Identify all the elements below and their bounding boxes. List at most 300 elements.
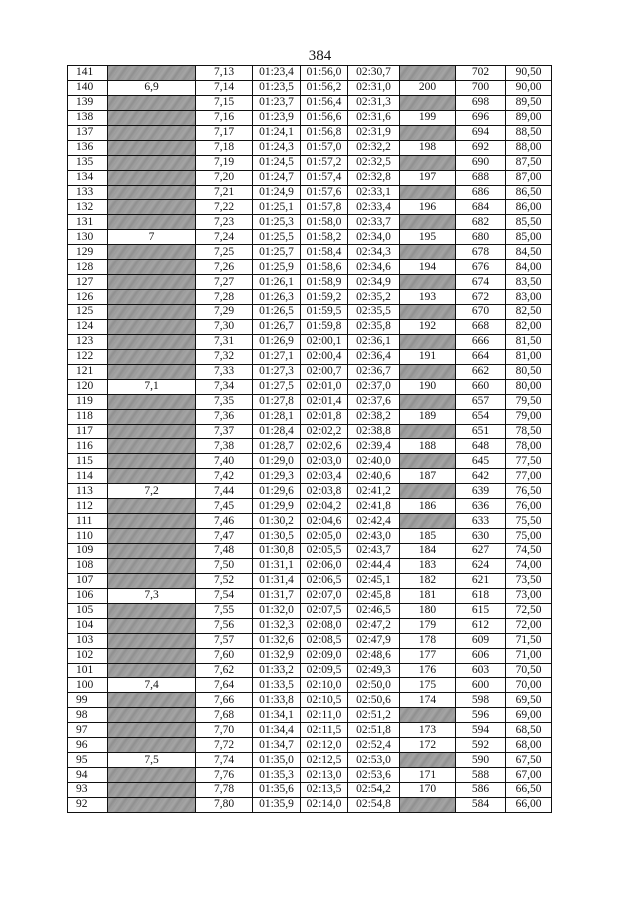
table-row bbox=[68, 125, 552, 140]
table-row bbox=[68, 768, 552, 783]
count-cell bbox=[400, 275, 456, 290]
score-cell: 627 bbox=[456, 544, 506, 559]
grade-cell: 74,00 bbox=[506, 558, 552, 573]
table-row bbox=[68, 708, 552, 723]
score-cell: 670 bbox=[456, 305, 506, 320]
score-cell: 688 bbox=[456, 170, 506, 185]
table-row bbox=[68, 80, 552, 95]
points-cell: 99 bbox=[68, 693, 108, 708]
run-100m-cell bbox=[108, 215, 196, 230]
time-d-cell: 02:38,8 bbox=[348, 424, 400, 439]
points-cell: 116 bbox=[68, 439, 108, 454]
time-b-cell: 01:30,8 bbox=[253, 544, 301, 559]
points-cell: 96 bbox=[68, 738, 108, 753]
score-cell: 696 bbox=[456, 110, 506, 125]
points-cell: 118 bbox=[68, 409, 108, 424]
time-a-cell: 7,47 bbox=[196, 529, 253, 544]
table-row bbox=[68, 66, 552, 81]
points-cell: 113 bbox=[68, 484, 108, 499]
score-cell: 676 bbox=[456, 260, 506, 275]
points-cell: 103 bbox=[68, 633, 108, 648]
count-cell: 177 bbox=[400, 648, 456, 663]
time-c-cell: 02:07,0 bbox=[301, 588, 348, 603]
time-b-cell: 01:24,9 bbox=[253, 185, 301, 200]
grade-cell: 88,00 bbox=[506, 140, 552, 155]
time-d-cell: 02:49,3 bbox=[348, 663, 400, 678]
grade-cell: 79,50 bbox=[506, 394, 552, 409]
grade-cell: 70,00 bbox=[506, 678, 552, 693]
time-d-cell: 02:36,4 bbox=[348, 349, 400, 364]
table-row bbox=[68, 275, 552, 290]
time-b-cell: 01:33,2 bbox=[253, 663, 301, 678]
points-cell: 110 bbox=[68, 529, 108, 544]
count-cell: 174 bbox=[400, 693, 456, 708]
score-cell: 657 bbox=[456, 394, 506, 409]
grade-cell: 74,50 bbox=[506, 544, 552, 559]
time-d-cell: 02:40,0 bbox=[348, 454, 400, 469]
run-100m-cell bbox=[108, 125, 196, 140]
points-cell: 100 bbox=[68, 678, 108, 693]
points-cell: 119 bbox=[68, 394, 108, 409]
run-100m-cell bbox=[108, 454, 196, 469]
time-d-cell: 02:47,9 bbox=[348, 633, 400, 648]
run-100m-cell: 7,3 bbox=[108, 588, 196, 603]
grade-cell: 78,00 bbox=[506, 439, 552, 454]
count-cell bbox=[400, 753, 456, 768]
table-row bbox=[68, 230, 552, 245]
score-cell: 678 bbox=[456, 245, 506, 260]
time-c-cell: 02:10,0 bbox=[301, 678, 348, 693]
time-b-cell: 01:25,5 bbox=[253, 230, 301, 245]
table-row bbox=[68, 618, 552, 633]
run-100m-cell bbox=[108, 633, 196, 648]
time-a-cell: 7,74 bbox=[196, 753, 253, 768]
time-b-cell: 01:28,7 bbox=[253, 439, 301, 454]
table-row bbox=[68, 797, 552, 812]
time-b-cell: 01:35,6 bbox=[253, 783, 301, 798]
time-a-cell: 7,21 bbox=[196, 185, 253, 200]
table-row bbox=[68, 573, 552, 588]
time-a-cell: 7,57 bbox=[196, 633, 253, 648]
time-b-cell: 01:32,9 bbox=[253, 648, 301, 663]
time-b-cell: 01:32,3 bbox=[253, 618, 301, 633]
points-cell: 131 bbox=[68, 215, 108, 230]
time-b-cell: 01:34,4 bbox=[253, 723, 301, 738]
count-cell: 181 bbox=[400, 588, 456, 603]
points-cell: 112 bbox=[68, 499, 108, 514]
run-100m-cell bbox=[108, 155, 196, 170]
grade-cell: 69,00 bbox=[506, 708, 552, 723]
grade-cell: 83,50 bbox=[506, 275, 552, 290]
run-100m-cell bbox=[108, 185, 196, 200]
time-a-cell: 7,20 bbox=[196, 170, 253, 185]
points-cell: 133 bbox=[68, 185, 108, 200]
points-cell: 94 bbox=[68, 768, 108, 783]
time-d-cell: 02:32,5 bbox=[348, 155, 400, 170]
run-100m-cell bbox=[108, 66, 196, 81]
time-c-cell: 02:11,0 bbox=[301, 708, 348, 723]
time-a-cell: 7,80 bbox=[196, 797, 253, 812]
time-b-cell: 01:31,4 bbox=[253, 573, 301, 588]
time-b-cell: 01:32,0 bbox=[253, 603, 301, 618]
time-d-cell: 02:45,1 bbox=[348, 573, 400, 588]
points-cell: 135 bbox=[68, 155, 108, 170]
count-cell: 179 bbox=[400, 618, 456, 633]
count-cell bbox=[400, 484, 456, 499]
time-b-cell: 01:29,0 bbox=[253, 454, 301, 469]
grade-cell: 80,50 bbox=[506, 364, 552, 379]
points-cell: 101 bbox=[68, 663, 108, 678]
time-d-cell: 02:41,2 bbox=[348, 484, 400, 499]
time-a-cell: 7,19 bbox=[196, 155, 253, 170]
time-d-cell: 02:53,6 bbox=[348, 768, 400, 783]
score-cell: 633 bbox=[456, 514, 506, 529]
score-cell: 603 bbox=[456, 663, 506, 678]
count-cell bbox=[400, 424, 456, 439]
time-c-cell: 01:57,4 bbox=[301, 170, 348, 185]
points-cell: 134 bbox=[68, 170, 108, 185]
score-cell: 694 bbox=[456, 125, 506, 140]
table-row bbox=[68, 245, 552, 260]
time-a-cell: 7,18 bbox=[196, 140, 253, 155]
run-100m-cell bbox=[108, 305, 196, 320]
run-100m-cell bbox=[108, 260, 196, 275]
table-row bbox=[68, 529, 552, 544]
time-b-cell: 01:35,0 bbox=[253, 753, 301, 768]
table-row bbox=[68, 693, 552, 708]
run-100m-cell bbox=[108, 319, 196, 334]
time-b-cell: 01:23,4 bbox=[253, 66, 301, 81]
time-b-cell: 01:29,9 bbox=[253, 499, 301, 514]
score-cell: 702 bbox=[456, 66, 506, 81]
grade-cell: 90,50 bbox=[506, 66, 552, 81]
time-a-cell: 7,46 bbox=[196, 514, 253, 529]
grade-cell: 87,50 bbox=[506, 155, 552, 170]
run-100m-cell bbox=[108, 409, 196, 424]
points-cell: 105 bbox=[68, 603, 108, 618]
time-c-cell: 02:02,6 bbox=[301, 439, 348, 454]
count-cell: 171 bbox=[400, 768, 456, 783]
time-b-cell: 01:30,2 bbox=[253, 514, 301, 529]
count-cell: 186 bbox=[400, 499, 456, 514]
time-d-cell: 02:53,0 bbox=[348, 753, 400, 768]
run-100m-cell bbox=[108, 544, 196, 559]
time-c-cell: 01:56,6 bbox=[301, 110, 348, 125]
table-row bbox=[68, 558, 552, 573]
time-a-cell: 7,72 bbox=[196, 738, 253, 753]
time-a-cell: 7,36 bbox=[196, 409, 253, 424]
count-cell: 185 bbox=[400, 529, 456, 544]
table-row bbox=[68, 678, 552, 693]
run-100m-cell bbox=[108, 723, 196, 738]
time-c-cell: 01:57,0 bbox=[301, 140, 348, 155]
table-row bbox=[68, 454, 552, 469]
count-cell: 180 bbox=[400, 603, 456, 618]
score-cell: 592 bbox=[456, 738, 506, 753]
time-a-cell: 7,27 bbox=[196, 275, 253, 290]
score-cell: 588 bbox=[456, 768, 506, 783]
time-a-cell: 7,37 bbox=[196, 424, 253, 439]
count-cell: 183 bbox=[400, 558, 456, 573]
time-a-cell: 7,54 bbox=[196, 588, 253, 603]
time-b-cell: 01:27,3 bbox=[253, 364, 301, 379]
score-cell: 609 bbox=[456, 633, 506, 648]
table-row bbox=[68, 364, 552, 379]
points-cell: 137 bbox=[68, 125, 108, 140]
time-c-cell: 01:58,2 bbox=[301, 230, 348, 245]
count-cell bbox=[400, 514, 456, 529]
run-100m-cell bbox=[108, 334, 196, 349]
grade-cell: 86,50 bbox=[506, 185, 552, 200]
points-cell: 108 bbox=[68, 558, 108, 573]
grade-cell: 77,00 bbox=[506, 469, 552, 484]
run-100m-cell bbox=[108, 783, 196, 798]
score-cell: 630 bbox=[456, 529, 506, 544]
run-100m-cell bbox=[108, 170, 196, 185]
count-cell bbox=[400, 155, 456, 170]
time-c-cell: 02:09,5 bbox=[301, 663, 348, 678]
count-cell bbox=[400, 708, 456, 723]
time-d-cell: 02:44,4 bbox=[348, 558, 400, 573]
count-cell bbox=[400, 797, 456, 812]
grade-cell: 76,00 bbox=[506, 499, 552, 514]
time-d-cell: 02:33,7 bbox=[348, 215, 400, 230]
time-a-cell: 7,30 bbox=[196, 319, 253, 334]
time-b-cell: 01:25,3 bbox=[253, 215, 301, 230]
score-cell: 621 bbox=[456, 573, 506, 588]
run-100m-cell bbox=[108, 768, 196, 783]
run-100m-cell: 7,5 bbox=[108, 753, 196, 768]
grade-cell: 79,00 bbox=[506, 409, 552, 424]
time-c-cell: 02:13,5 bbox=[301, 783, 348, 798]
count-cell: 176 bbox=[400, 663, 456, 678]
time-a-cell: 7,78 bbox=[196, 783, 253, 798]
run-100m-cell bbox=[108, 245, 196, 260]
time-a-cell: 7,70 bbox=[196, 723, 253, 738]
points-cell: 128 bbox=[68, 260, 108, 275]
points-cell: 92 bbox=[68, 797, 108, 812]
time-c-cell: 02:07,5 bbox=[301, 603, 348, 618]
grade-cell: 69,50 bbox=[506, 693, 552, 708]
time-d-cell: 02:37,6 bbox=[348, 394, 400, 409]
count-cell: 192 bbox=[400, 319, 456, 334]
time-d-cell: 02:34,9 bbox=[348, 275, 400, 290]
time-c-cell: 02:01,4 bbox=[301, 394, 348, 409]
points-cell: 127 bbox=[68, 275, 108, 290]
points-cell: 122 bbox=[68, 349, 108, 364]
score-cell: 654 bbox=[456, 409, 506, 424]
count-cell: 170 bbox=[400, 783, 456, 798]
grade-cell: 86,00 bbox=[506, 200, 552, 215]
time-a-cell: 7,64 bbox=[196, 678, 253, 693]
count-cell: 188 bbox=[400, 439, 456, 454]
points-cell: 106 bbox=[68, 588, 108, 603]
grade-cell: 73,50 bbox=[506, 573, 552, 588]
grade-cell: 77,50 bbox=[506, 454, 552, 469]
score-cell: 684 bbox=[456, 200, 506, 215]
count-cell bbox=[400, 305, 456, 320]
table-row bbox=[68, 110, 552, 125]
time-c-cell: 01:57,6 bbox=[301, 185, 348, 200]
time-d-cell: 02:31,9 bbox=[348, 125, 400, 140]
time-a-cell: 7,24 bbox=[196, 230, 253, 245]
points-cell: 130 bbox=[68, 230, 108, 245]
run-100m-cell bbox=[108, 140, 196, 155]
grade-cell: 71,50 bbox=[506, 633, 552, 648]
time-c-cell: 02:02,2 bbox=[301, 424, 348, 439]
grade-cell: 90,00 bbox=[506, 80, 552, 95]
table-row bbox=[68, 305, 552, 320]
table-row bbox=[68, 663, 552, 678]
score-cell: 682 bbox=[456, 215, 506, 230]
time-b-cell: 01:27,5 bbox=[253, 379, 301, 394]
run-100m-cell bbox=[108, 349, 196, 364]
time-d-cell: 02:45,8 bbox=[348, 588, 400, 603]
run-100m-cell bbox=[108, 499, 196, 514]
run-100m-cell bbox=[108, 618, 196, 633]
run-100m-cell: 7,4 bbox=[108, 678, 196, 693]
grade-cell: 75,00 bbox=[506, 529, 552, 544]
time-c-cell: 02:12,5 bbox=[301, 753, 348, 768]
score-cell: 645 bbox=[456, 454, 506, 469]
time-c-cell: 01:56,8 bbox=[301, 125, 348, 140]
time-d-cell: 02:50,6 bbox=[348, 693, 400, 708]
score-cell: 606 bbox=[456, 648, 506, 663]
count-cell: 196 bbox=[400, 200, 456, 215]
time-d-cell: 02:34,3 bbox=[348, 245, 400, 260]
score-cell: 668 bbox=[456, 319, 506, 334]
points-cell: 123 bbox=[68, 334, 108, 349]
run-100m-cell bbox=[108, 738, 196, 753]
points-cell: 126 bbox=[68, 290, 108, 305]
grade-cell: 73,00 bbox=[506, 588, 552, 603]
time-b-cell: 01:23,9 bbox=[253, 110, 301, 125]
time-c-cell: 01:56,0 bbox=[301, 66, 348, 81]
points-cell: 109 bbox=[68, 544, 108, 559]
grade-cell: 81,00 bbox=[506, 349, 552, 364]
time-d-cell: 02:31,3 bbox=[348, 95, 400, 110]
time-c-cell: 02:11,5 bbox=[301, 723, 348, 738]
run-100m-cell bbox=[108, 708, 196, 723]
table-row bbox=[68, 514, 552, 529]
score-cell: 624 bbox=[456, 558, 506, 573]
grade-cell: 72,50 bbox=[506, 603, 552, 618]
time-d-cell: 02:47,2 bbox=[348, 618, 400, 633]
time-a-cell: 7,29 bbox=[196, 305, 253, 320]
run-100m-cell bbox=[108, 573, 196, 588]
time-b-cell: 01:34,1 bbox=[253, 708, 301, 723]
run-100m-cell: 7,1 bbox=[108, 379, 196, 394]
time-b-cell: 01:23,7 bbox=[253, 95, 301, 110]
time-c-cell: 01:57,2 bbox=[301, 155, 348, 170]
time-b-cell: 01:24,7 bbox=[253, 170, 301, 185]
count-cell bbox=[400, 95, 456, 110]
score-cell: 651 bbox=[456, 424, 506, 439]
table-row bbox=[68, 215, 552, 230]
time-a-cell: 7,56 bbox=[196, 618, 253, 633]
grade-cell: 87,00 bbox=[506, 170, 552, 185]
time-c-cell: 01:58,9 bbox=[301, 275, 348, 290]
time-c-cell: 02:08,0 bbox=[301, 618, 348, 633]
time-b-cell: 01:26,9 bbox=[253, 334, 301, 349]
time-b-cell: 01:31,1 bbox=[253, 558, 301, 573]
points-cell: 124 bbox=[68, 319, 108, 334]
time-d-cell: 02:34,6 bbox=[348, 260, 400, 275]
time-b-cell: 01:35,9 bbox=[253, 797, 301, 812]
table-row bbox=[68, 603, 552, 618]
time-b-cell: 01:32,6 bbox=[253, 633, 301, 648]
time-b-cell: 01:26,3 bbox=[253, 290, 301, 305]
page-number: 384 bbox=[308, 48, 332, 64]
run-100m-cell bbox=[108, 693, 196, 708]
score-cell: 648 bbox=[456, 439, 506, 454]
count-cell: 195 bbox=[400, 230, 456, 245]
count-cell: 190 bbox=[400, 379, 456, 394]
score-cell: 690 bbox=[456, 155, 506, 170]
grade-cell: 68,50 bbox=[506, 723, 552, 738]
table-row bbox=[68, 499, 552, 514]
run-100m-cell bbox=[108, 424, 196, 439]
table-row bbox=[68, 484, 552, 499]
time-d-cell: 02:33,1 bbox=[348, 185, 400, 200]
time-d-cell: 02:50,0 bbox=[348, 678, 400, 693]
time-b-cell: 01:25,1 bbox=[253, 200, 301, 215]
time-a-cell: 7,26 bbox=[196, 260, 253, 275]
points-cell: 121 bbox=[68, 364, 108, 379]
points-cell: 93 bbox=[68, 783, 108, 798]
table-row bbox=[68, 469, 552, 484]
score-cell: 586 bbox=[456, 783, 506, 798]
count-cell bbox=[400, 454, 456, 469]
count-cell: 191 bbox=[400, 349, 456, 364]
count-cell bbox=[400, 185, 456, 200]
points-cell: 120 bbox=[68, 379, 108, 394]
grade-cell: 89,00 bbox=[506, 110, 552, 125]
time-a-cell: 7,17 bbox=[196, 125, 253, 140]
time-b-cell: 01:33,8 bbox=[253, 693, 301, 708]
grade-cell: 66,00 bbox=[506, 797, 552, 812]
points-cell: 129 bbox=[68, 245, 108, 260]
time-d-cell: 02:52,4 bbox=[348, 738, 400, 753]
score-cell: 639 bbox=[456, 484, 506, 499]
score-cell: 672 bbox=[456, 290, 506, 305]
time-b-cell: 01:26,1 bbox=[253, 275, 301, 290]
points-cell: 115 bbox=[68, 454, 108, 469]
count-cell: 199 bbox=[400, 110, 456, 125]
time-a-cell: 7,23 bbox=[196, 215, 253, 230]
grade-cell: 81,50 bbox=[506, 334, 552, 349]
time-a-cell: 7,68 bbox=[196, 708, 253, 723]
grade-cell: 89,50 bbox=[506, 95, 552, 110]
time-b-cell: 01:23,5 bbox=[253, 80, 301, 95]
grade-cell: 67,00 bbox=[506, 768, 552, 783]
run-100m-cell bbox=[108, 469, 196, 484]
run-100m-cell: 7,2 bbox=[108, 484, 196, 499]
count-cell bbox=[400, 125, 456, 140]
grade-cell: 70,50 bbox=[506, 663, 552, 678]
count-cell bbox=[400, 215, 456, 230]
table-row bbox=[68, 200, 552, 215]
table-row bbox=[68, 753, 552, 768]
time-c-cell: 02:06,0 bbox=[301, 558, 348, 573]
time-b-cell: 01:31,7 bbox=[253, 588, 301, 603]
time-d-cell: 02:51,2 bbox=[348, 708, 400, 723]
score-cell: 615 bbox=[456, 603, 506, 618]
time-b-cell: 01:27,1 bbox=[253, 349, 301, 364]
table-row bbox=[68, 409, 552, 424]
table-row bbox=[68, 290, 552, 305]
count-cell: 172 bbox=[400, 738, 456, 753]
